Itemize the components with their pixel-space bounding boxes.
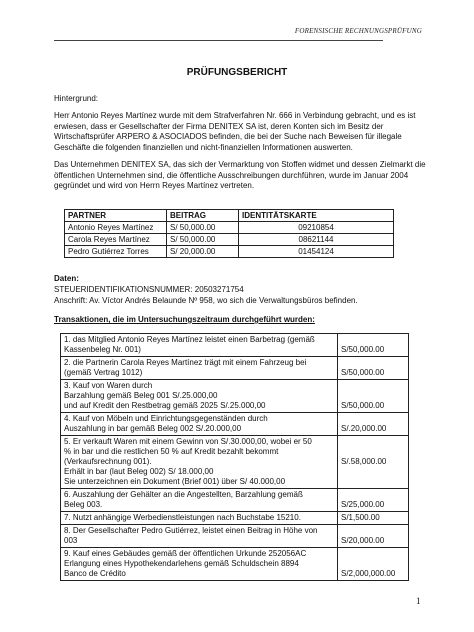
transaction-description-line: (gemäß Vertrag 1012) xyxy=(64,368,143,377)
transaction-amount: S/.58,000.00 xyxy=(338,436,409,489)
transaction-description-line: 6. Auszahlung der Gehälter an die Angestellten, Barzahlung gemäß xyxy=(64,490,303,499)
transaction-row xyxy=(61,380,409,413)
background-paragraph: Herr Antonio Reyes Martínez wurde mit dem Strafverfahren Nr. 666 in Verbindung gebracht, und es ist erwiesen, dass er Gesellschafter der Firma DENITEX SA ist, deren Konten sich im Besitz der Wirtschaftsprüfer ARPERO & ASOCIADOS befinden, die bei der Suche nach Beweisen für illegale Geschäfte die folgenden finanziellen und nicht-finanziellen Informationen auswerten. xyxy=(54,111,416,152)
page-number: 1 xyxy=(416,596,421,606)
partners-col-partner: PARTNER xyxy=(65,210,167,222)
partner-id: 01454124 xyxy=(239,246,394,258)
partners-col-id: IDENTITÄTSKARTE xyxy=(239,210,394,222)
transaction-amount: S/.20,000.00 xyxy=(338,413,409,436)
address: Anschrift: Av. Víctor Andrés Belaunde Nº 958, wo sich die Verwaltungsbüros befinden. xyxy=(54,296,358,305)
report-title: PRÜFUNGSBERICHT xyxy=(186,67,288,78)
transaction-description-line: 003 xyxy=(64,536,78,545)
transaction-row xyxy=(61,334,409,357)
transaction-description xyxy=(61,512,338,525)
transaction-amount: S/50,000.00 xyxy=(338,334,409,357)
transaction-amount: S/1,500.00 xyxy=(338,512,409,525)
partners-row xyxy=(65,234,394,246)
transactions-table xyxy=(60,333,409,581)
transaction-description xyxy=(61,525,338,548)
partners-table xyxy=(64,209,394,258)
transaction-amount: S/2,000,000.00 xyxy=(338,548,409,581)
transaction-description-line: 5. Er verkauft Waren mit einem Gewinn von S/.30.000,00, wobei er 50 xyxy=(64,437,312,446)
transaction-row xyxy=(61,512,409,525)
partners-row xyxy=(65,222,394,234)
transaction-description xyxy=(61,413,338,436)
partner-contribution: S/ 20,000.00 xyxy=(167,246,239,258)
transaction-description-line: Kassenbeleg Nr. 001) xyxy=(64,345,141,354)
transaction-amount: S/25,000.00 xyxy=(338,489,409,512)
transactions-title: Transaktionen, die im Untersuchungszeitraum durchgeführt wurden: xyxy=(54,315,315,324)
transaction-row xyxy=(61,436,409,489)
transaction-row xyxy=(61,525,409,548)
transaction-description-line: % in bar und die restlichen 50 % auf Kredit bezahlt bekommt xyxy=(64,447,279,456)
partner-name: Pedro Gutiérrez Torres xyxy=(65,246,167,258)
header-rule xyxy=(54,40,383,41)
transaction-description-line: 2. die Partnerin Carola Reyes Martínez trägt mit einem Fahrzeug bei xyxy=(64,358,307,367)
transaction-description xyxy=(61,334,338,357)
transaction-description xyxy=(61,548,338,581)
transaction-description xyxy=(61,357,338,380)
partner-contribution: S/ 50,000.00 xyxy=(167,222,239,234)
background-label: Hintergrund: xyxy=(54,94,99,103)
partner-id: 08621144 xyxy=(239,234,394,246)
partner-id: 09210854 xyxy=(239,222,394,234)
transaction-row xyxy=(61,413,409,436)
data-label: Daten: xyxy=(54,274,79,283)
partner-name: Carola Reyes Martínez xyxy=(65,234,167,246)
transaction-amount: S/50,000.00 xyxy=(338,380,409,413)
partner-contribution: S/ 50,000.00 xyxy=(167,234,239,246)
transaction-description xyxy=(61,489,338,512)
transaction-description-line: 7. Nutzt anhängige Werbedienstleistungen nach Buchstabe 15210. xyxy=(64,513,301,522)
transaction-description-line: 9. Kauf eines Gebäudes gemäß der öffentlichen Urkunde 252056AC xyxy=(64,549,307,558)
running-header: FORENSISCHE RECHNUNGSPRÜFUNG xyxy=(294,27,422,35)
transaction-description-line: (Verkaufsrechnung 001). xyxy=(64,457,152,466)
transaction-description-line: Sie unterzeichnen ein Dokument (Brief 001) über S/ 40.000,00 xyxy=(64,477,286,486)
transaction-description-line: 1. das Mitglied Antonio Reyes Martínez leistet einen Barbetrag (gemäß xyxy=(64,335,315,344)
partners-header-row xyxy=(65,210,394,222)
transaction-description-line: 3. Kauf von Waren durch xyxy=(64,381,153,390)
transaction-description xyxy=(61,436,338,489)
company-paragraph: Das Unternehmen DENITEX SA, das sich der Vermarktung von Stoffen widmet und dessen Zielmarkt die öffentlichen Unternehmen sind, die öffentliche Ausschreibungen durchführen, wurde im Januar 2004 gegründet und wird von Herrn Reyes Martínez vertreten. xyxy=(54,160,426,190)
tax-id: STEUERIDENTIFIKATIONSNUMMER: 20503271754 xyxy=(54,285,244,294)
transaction-description-line: Erlangung eines Hypothekendarlehens gemäß Schuldschein 8894 xyxy=(64,559,299,568)
transaction-description-line: Banco de Crédito xyxy=(64,569,126,578)
transaction-description xyxy=(61,380,338,413)
transaction-row xyxy=(61,548,409,581)
transaction-row xyxy=(61,489,409,512)
partners-row xyxy=(65,246,394,258)
transaction-description-line: Erhält in bar (laut Beleg 002) S/ 18.000,00 xyxy=(64,467,214,476)
transaction-description-line: und auf Kredit den Restbetrag gemäß 2025 S/.25.000,00 xyxy=(64,401,266,410)
transaction-description-line: 4. Kauf von Möbeln und Einrichtungsgegenständen durch xyxy=(64,414,268,423)
transaction-amount: S/50,000.00 xyxy=(338,357,409,380)
transaction-row xyxy=(61,357,409,380)
transaction-description-line: 8. Der Gesellschafter Pedro Gutiérrez, leistet einen Beitrag in Höhe von xyxy=(64,526,318,535)
transaction-amount: S/20,000.00 xyxy=(338,525,409,548)
transaction-description-line: Beleg 003. xyxy=(64,500,103,509)
transaction-description-line: Barzahlung gemäß Beleg 001 S/.25.000,00 xyxy=(64,391,218,400)
partner-name: Antonio Reyes Martínez xyxy=(65,222,167,234)
partners-col-contribution: BEITRAG xyxy=(167,210,239,222)
transaction-description-line: Auszahlung in bar gemäß Beleg 002 S/.20.000,00 xyxy=(64,424,242,433)
